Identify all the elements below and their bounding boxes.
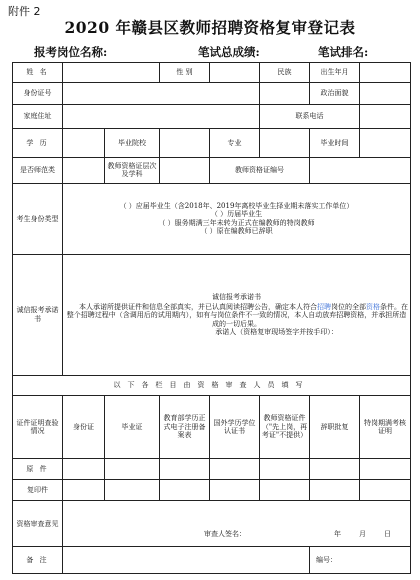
row-doc-columns: [13, 395, 411, 459]
original-cell-2[interactable]: [105, 459, 160, 480]
review-date: 年月日: [334, 530, 409, 539]
cert-no-label: 教师资格证编号: [210, 157, 310, 183]
grad-time-label: 毕业时间: [310, 129, 360, 158]
opinion-field[interactable]: [63, 501, 411, 547]
category-label: 考生身份类型: [13, 184, 63, 254]
copy-cell-2[interactable]: [105, 480, 160, 501]
education-label: 学 历: [13, 129, 63, 158]
original-cell-7[interactable]: [360, 459, 411, 480]
pledge-signature-line: 承诺人（资格复审现场签字并按手印）：: [215, 328, 338, 337]
major-label: 专业: [210, 129, 260, 158]
remarks-label: 备 注: [13, 547, 63, 574]
original-cell-5[interactable]: [260, 459, 310, 480]
address-label: 家庭住址: [13, 104, 63, 128]
normal-major-label: 是否师范类: [13, 157, 63, 183]
registration-form-table: [12, 62, 411, 574]
pledge-content: [63, 254, 411, 375]
written-score-label: 笔试总成绩:: [198, 45, 260, 59]
gender-label: 性 别: [160, 63, 210, 83]
row-address: [13, 104, 411, 128]
row-normal: [13, 157, 411, 183]
row-remarks: [13, 547, 411, 574]
cert-no-field[interactable]: [310, 157, 411, 183]
category-option-4[interactable]: （ ）原在编教师已辞职: [200, 227, 273, 236]
row-review-header: [13, 375, 411, 395]
row-pledge: [13, 254, 411, 375]
original-cell-3[interactable]: [160, 459, 210, 480]
row-opinion: [13, 501, 411, 547]
cert-level-field[interactable]: [160, 157, 210, 183]
copy-label: 复印件: [13, 480, 63, 501]
cert-level-label: 教师资格证层次及学科: [105, 157, 160, 183]
pledge-title: 诚信报考承诺书: [212, 292, 261, 301]
reviewer-sign-label: 审查人签名：: [204, 530, 246, 539]
post-name-label: 报考岗位名称:: [34, 45, 108, 59]
major-field[interactable]: [260, 129, 310, 158]
id-spacer: [260, 82, 310, 104]
attachment-label: 附件 2: [8, 5, 41, 18]
col-id-card: 身份证: [63, 395, 105, 459]
copy-cell-3[interactable]: [160, 480, 210, 501]
id-field[interactable]: [63, 82, 260, 104]
normal-major-field[interactable]: [63, 157, 105, 183]
row-education: [13, 129, 411, 158]
grad-time-field[interactable]: [360, 129, 411, 158]
col-special-post: 特岗期满考核证明: [360, 395, 411, 459]
political-label: 政治面貌: [310, 82, 360, 104]
phone-field[interactable]: [360, 104, 411, 128]
address-field[interactable]: [63, 104, 260, 128]
row-category: [13, 184, 411, 254]
education-field[interactable]: [63, 129, 105, 158]
row-copy: [13, 480, 411, 501]
copy-cell-5[interactable]: [260, 480, 310, 501]
id-label: 身份证号: [13, 82, 63, 104]
pledge-link-recruit: 招聘: [317, 303, 331, 312]
original-label: 原 件: [13, 459, 63, 480]
row-name: [13, 63, 411, 83]
political-field[interactable]: [360, 82, 411, 104]
original-cell-1[interactable]: [63, 459, 105, 480]
name-field[interactable]: [63, 63, 160, 83]
written-rank-label: 笔试排名:: [318, 45, 369, 59]
original-cell-6[interactable]: [310, 459, 360, 480]
category-option-2[interactable]: （ ）历届毕业生: [210, 210, 263, 219]
original-cell-4[interactable]: [210, 459, 260, 480]
copy-cell-4[interactable]: [210, 480, 260, 501]
row-id: [13, 82, 411, 104]
school-label: 毕业院校: [105, 129, 160, 158]
docs-check-label: 证件证明查验情况: [13, 395, 63, 459]
pledge-label: 诚信报考承诺书: [13, 254, 63, 375]
form-title: 2020 年赣县区教师招聘资格复审登记表: [64, 18, 356, 37]
number-label: 编号：: [310, 547, 411, 574]
row-original: [13, 459, 411, 480]
remarks-field[interactable]: [63, 547, 310, 574]
pledge-body: 本人承诺所提供证件和信息全部真实，并已认真阅读招聘公告，确定本人符合招聘岗位的全部资格条件。在整个招聘过程中（含调用后的试用期内），如有与岗位条件不一致的情况，本人自动放弃招聘资格，并承担所造成的一切后果。: [66, 303, 408, 328]
col-foreign-degree: 国外学历学位认证书: [210, 395, 260, 459]
col-diploma: 毕业证: [105, 395, 160, 459]
category-option-3[interactable]: （ ）服务期满三年未转为正式在编教师的特岗教师: [158, 218, 315, 227]
col-edu-registration: 教育部学历正式电子注册备案表: [160, 395, 210, 459]
col-resignation: 辞职批复: [310, 395, 360, 459]
gender-field[interactable]: [210, 63, 260, 83]
col-teacher-cert: 教师资格证件（"先上岗，再考证"不提供）: [260, 395, 310, 459]
name-label: 姓 名: [13, 63, 63, 83]
review-section-header: 以下各栏目由资格审查人员填写: [13, 375, 411, 395]
birth-field[interactable]: [360, 63, 411, 83]
phone-label: 联系电话: [260, 104, 360, 128]
copy-cell-7[interactable]: [360, 480, 411, 501]
copy-cell-6[interactable]: [310, 480, 360, 501]
category-option-1[interactable]: （ ）应届毕业生（含2018年、2019年离校毕业生择业期未落实工作单位）: [119, 202, 354, 211]
opinion-label: 资格审查意见: [13, 501, 63, 547]
birth-label: 出生年月: [310, 63, 360, 83]
pledge-link-qualification: 资格: [366, 303, 380, 312]
category-options: [63, 184, 411, 254]
ethnicity-label: 民族: [260, 63, 310, 83]
copy-cell-1[interactable]: [63, 480, 105, 501]
school-field[interactable]: [160, 129, 210, 158]
